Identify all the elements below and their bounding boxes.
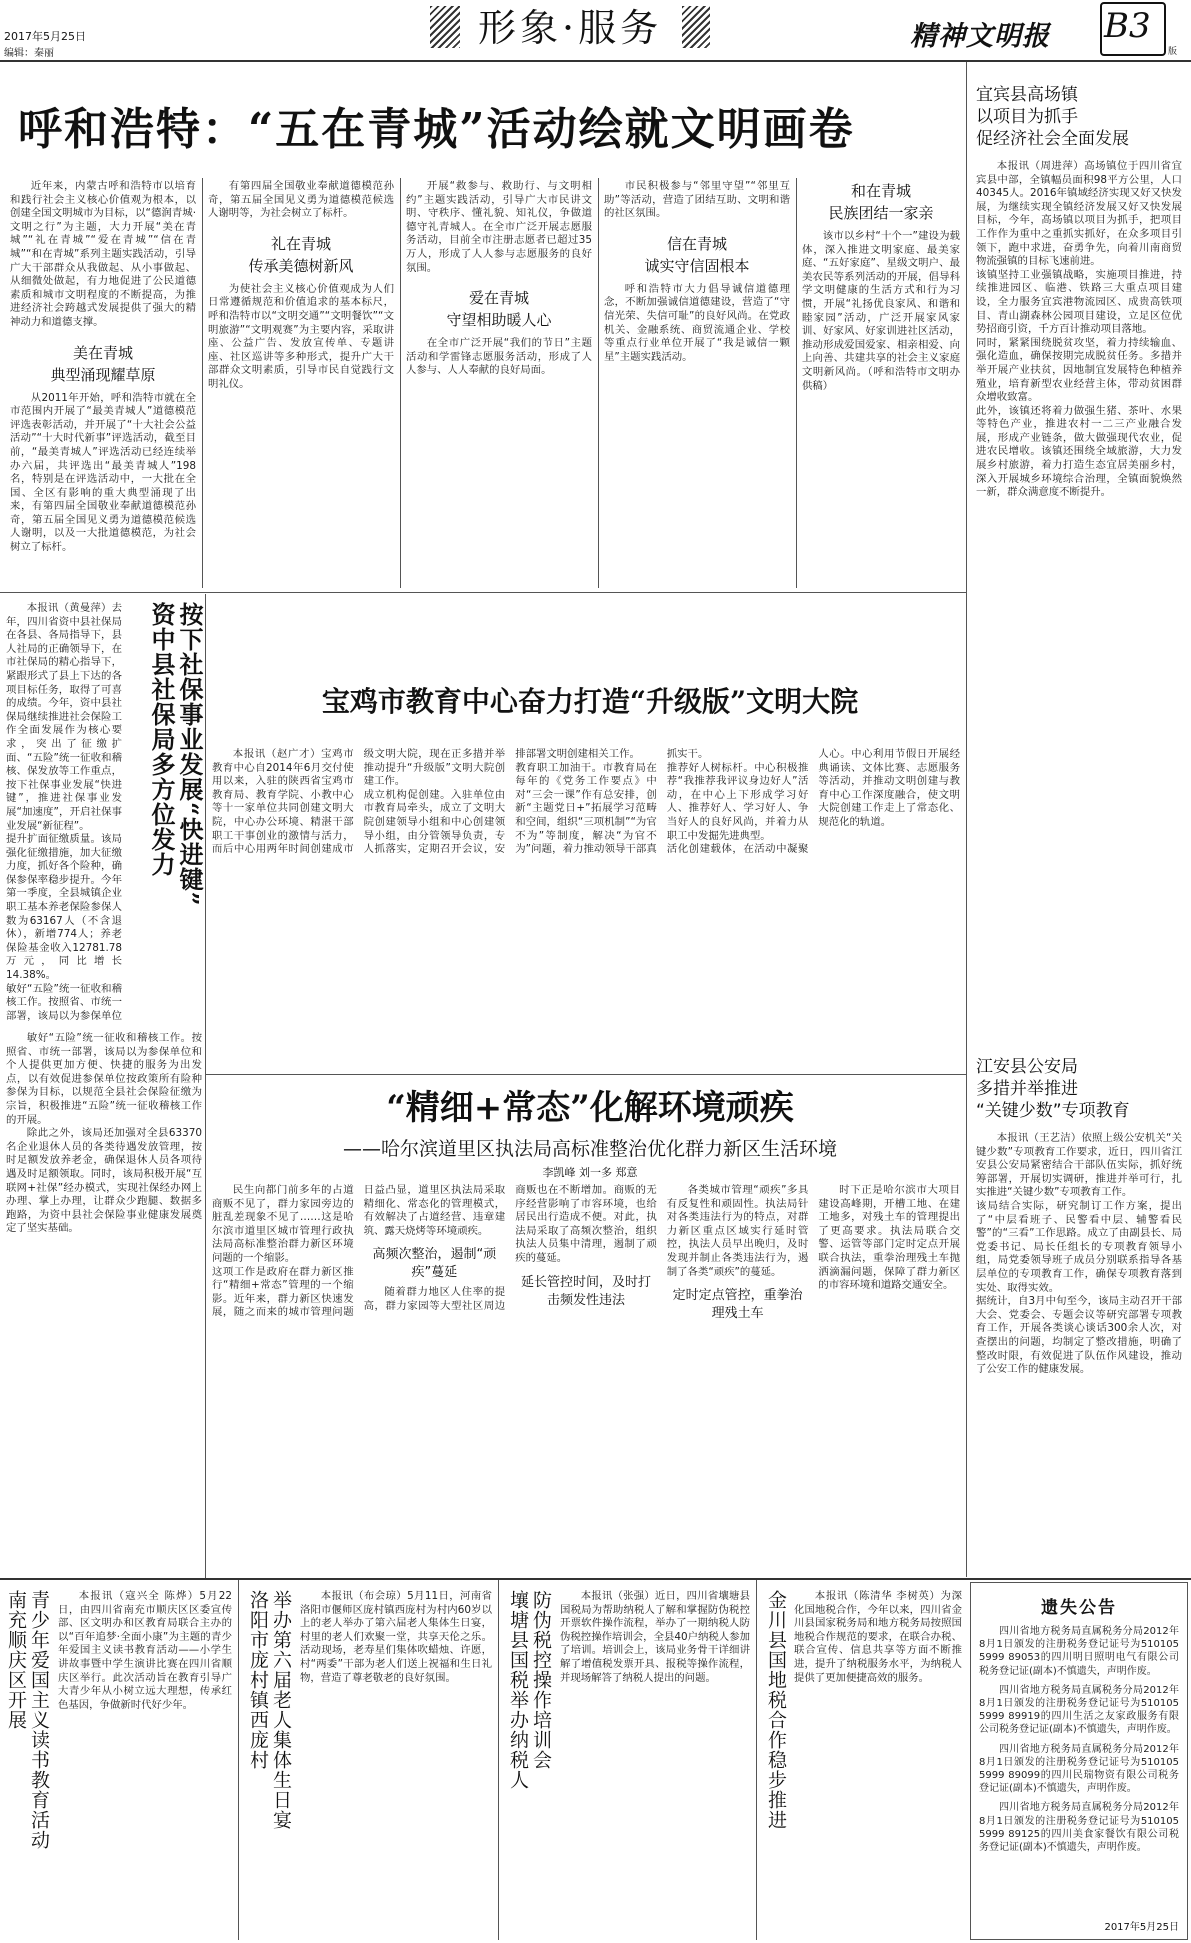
lead-section-body-2: 为使社会主义核心价值观成为人们日常遵循规范和价值追求的基本标尺，呼和浩特市以“文明交通”“文明餐饮”“文明旅游”“文明观赛”为主要内容，采取讲座、公益广告、发放宣传单、专题讲座、社区巡讲等多种形式，提升广大干部群众文明素质，引导市民自觉践行文明礼仪。 bbox=[208, 282, 394, 390]
bottom-story-1 bbox=[0, 1582, 236, 1938]
story-shebao-title: 按下社保事业发展“快进键” 资中县社保局多方位发力 bbox=[147, 602, 204, 907]
lead-section-title-5: 和在青城 民族团结一家亲 bbox=[828, 182, 934, 222]
lead-rule-4 bbox=[796, 178, 797, 588]
bottom-story-2-body: 本报讯（布会琼）5月11日，河南省洛阳市偃师区庞村镇西庞村为村内60岁以上的老人举办了第六届老人集体生日宴，村里的老人们欢聚一堂，共享天伦之乐。活动现场，老寿星们集体吹蜡烛、许愿，村“两委”干部为老人们送上祝福和生日礼物，营造了尊老敬老的良好氛围。 bbox=[300, 1590, 492, 1684]
lead-bottom-rule bbox=[0, 592, 966, 593]
page-suffix: 版 bbox=[1168, 47, 1178, 57]
haerbin-subsection-title-3: 定时定点管控，重拳治理残土车 bbox=[672, 1288, 803, 1322]
story-baoji-body-wrap bbox=[212, 748, 960, 1068]
story-shebao-body: 本报讯（黄曼萍）去年，四川省资中县社保局在各县、各局指导下，县人社局的正确领导下，在市社保局的精心指导下，紧跟形式了县上下达的各项目标任务，取得了可喜的成绩。今年，资中县社保局继续推进社会保险工作全面发展作为核心要求，突出了征缴扩面、“五险”统一征收和稽核、保发放等工作重点，按下社保事业发展“快进键”，推进社保事业发展“加速度”，开启社保事业发展“新征程”。 提升扩面征缴质量。该局强化征缴措施，加大征缴力度，抓好各个险种，确保参保率稳步提升。今年第一季度，全县城镇企业职工基本养老保险参保人数为63167人（不含退休），新增774人；养老保险基金收入12781.78万元，同比增长14.38%。 敏好“五险”统一征收和稽核工作。按照省、市统一部署，该局以为参保单位 bbox=[6, 602, 122, 1022]
haerbin-subsection-body-3: 时下正是哈尔滨市大项目建设高峰期，开槽工地、在建工地多，对残土车的管理提出了更高要求。执法局联合交警、运管等部门定时定点开展联合执法，重拳治理残土车抛洒滴漏问题，保障了群力新区的市容环境和道路交通安全。 bbox=[818, 1184, 960, 1292]
story-haerbin-subheadline: ——哈尔滨道里区执法局高标准整治优化群力新区生活环境 bbox=[342, 1138, 837, 1160]
haerbin-subsection-title-1: 高频次整治，遏制“顽疾”蔓延 bbox=[372, 1247, 497, 1281]
masthead bbox=[0, 0, 1191, 62]
notice-date: 2017年5月25日 bbox=[1104, 1922, 1179, 1933]
notice-box bbox=[970, 1582, 1188, 1940]
story-haerbin-columns bbox=[212, 1184, 960, 1572]
side-story-2-title: 江安县公安局 多措并举推进 “关键少数”专项教育 bbox=[976, 1057, 1130, 1121]
lead-col3-body: 在全市广泛开展“我们的节日”主题活动和学雷锋志愿服务活动，形成了人人参与、人人奉献的良好局面。 bbox=[406, 337, 592, 377]
bottom-story-4 bbox=[760, 1582, 966, 1938]
bottom-story-3 bbox=[502, 1582, 754, 1938]
lead-col-3 bbox=[406, 180, 592, 378]
issue-date: 2017年5月25日 bbox=[4, 30, 86, 43]
bottom-story-3-title: 防伪税控操作培训会 壤塘县国税举办纳税人 bbox=[507, 1590, 552, 1790]
side-story-2 bbox=[976, 1056, 1182, 1377]
notice-item: 四川省地方税务局直属税务分局2012年8月1日颁发的注册税务登记证号为510105 5999 89919的四川生活之友家政服务有限公司税务登记证(副本)不慎遗失，声明作废。 bbox=[979, 1684, 1179, 1736]
shebao-rule bbox=[205, 594, 206, 1579]
lead-headline: 呼和浩特：“五在青城”活动绘就文明画卷 bbox=[18, 104, 855, 155]
bottom-story-1-title: 青少年爱国主义读书教育活动 南充顺庆区开展 bbox=[5, 1590, 50, 1850]
story-haerbin-byline: 李凯峰 刘一多 郑意 bbox=[542, 1166, 638, 1179]
masthead-ornament bbox=[430, 6, 460, 48]
bottom-story-3-body: 本报讯（张强）近日，四川省壤塘县国税局为帮助纳税人了解和掌握防伪税控开票软件操作流程，举办了一期纳税人防伪税控操作培训会，全县40户纳税人参加了培训。培训会上，该局业务骨干详细讲解了增值税发票开具、报税等操作流程，并现场解答了纳税人提出的问题。 bbox=[560, 1590, 750, 1684]
story-baoji-body: 本报讯（赵广才）宝鸡市教育中心自2014年6月交付使用以来，入驻的陕西省宝鸡市教育局、教育学院、小教中心等十一家单位共同创建文明大院，中心办公环境、精湛干部职工干事创业的激情与活力，而后中心用两年时间创建成市级文明大院，现在正多措并举推动提升“升级版”文明大院创建工作。 成立机构促创建。入驻单位由市教育局牵头，成立了文明大院创建领导小组和中心创建领导小组，由分管领导负责，专人抓落实，定期召开会议，安排部署文明创建相关工作。 教育职工加油干。市教育局在每年的《党务工作要点》中对“三会一课”作有总安排，创新“主题党日+”拓展学习范畴和空间，组织“三项机制”“为官不为”等制度，解决“为官不为”问题，着力推动领导干部真抓实干。 推荐好人树标杆。中心积极推荐“我推荐我评议身边好人”活动，在中心上下形成学习好人、推荐好人、学习好人、争当好人的良好风尚，并着力从职工中发掘先进典型。 活化创建载体，在活动中凝聚人心。中心利用节假日开展经典诵读、文体比赛、志愿服务等活动，并推动文明创建与教育中心工作深度融合，使文明大院创建工作走上了常态化、规范化的轨道。 bbox=[212, 748, 960, 856]
lead-rule-1 bbox=[202, 178, 203, 588]
side-story-1 bbox=[976, 84, 1182, 500]
lead-section-title-2: 礼在青城 传承美德树新风 bbox=[248, 234, 354, 275]
lead-col4-lead: 市民积极参与“邻里守望”“邻里互助”等活动，营造了团结互助、文明和谐的社区氛围。 bbox=[604, 180, 790, 220]
bottom-rule-1 bbox=[238, 1580, 239, 1940]
story-baoji-headline: 宝鸡市教育中心奋力打造“升级版”文明大院 bbox=[321, 685, 859, 718]
lead-section-body-4: 呼和浩特市大力倡导诚信道德理念，不断加强诚信道德建设，营造了“守信光荣、失信可耻”的良好风尚。在党政机关、金融系统、商贸流通企业、学校等重点行业单位开展了“我是诚信一颗星”主题实践活动。 bbox=[604, 282, 790, 363]
notice-item: 四川省地方税务局直属税务分局2012年8月1日颁发的注册税务登记证号为510105 5999 89099的四川民瑞物资有限公司税务登记证(副本)不慎遗失，声明作废。 bbox=[979, 1743, 1179, 1795]
story-shebao bbox=[0, 596, 205, 1581]
paper-name: 精神文明报 bbox=[910, 21, 1050, 52]
notice-item: 四川省地方税务局直属税务分局2012年8月1日颁发的注册税务登记证号为510105 5999 89125的四川美食家餐饮有限公司税务登记证(副本)不慎遗失，声明作废。 bbox=[979, 1802, 1179, 1854]
story-haerbin-body: 民生向都门前多年的占道商贩不见了，群力家园旁边的脏乱差现象不见了……这是哈尔滨市道里区城市管理行政执法局高标准整治群力新区环境问题的一个缩影。 这项工作是政府在群力新区推行“精细+常态”管理的一个缩影。近年来，群力新区快速发展，随之而来的城市管理问题日益凸显，道里区执法局采取精细化、常态化的管理模式，有效解决了占道经营、违章建筑、露天烧烤等环境顽疾。 bbox=[212, 1184, 506, 1319]
lead-col-5 bbox=[802, 180, 960, 393]
section-title: 形象·服务 bbox=[478, 6, 663, 50]
story-haerbin-headline: “精细+常态”化解环境顽疾 bbox=[386, 1088, 794, 1128]
bottom-story-1-body: 本报讯（寇兴全 陈烨）5月22日，由四川省南充市顺庆区区委宣传部、区文明办和区教育局联合主办的以“百年追梦·全面小康”为主题的青少年爱国主义读书教育活动——小学生讲故事暨中学生演讲比赛在四川省顺庆区举行。此次活动旨在教育引导广大青少年从小树立远大理想，传承红色基因，争做新时代好少年。 bbox=[58, 1590, 232, 1711]
haerbin-subsection-body-1: 随着群力地区人住率的提高，群力家园等大型社区周边商贩也在不断增加。商贩的无序经营影响了市容环境，也给居民出行造成不便。对此，执法局采取了高频次整治，组织执法人员集中清理，遏制了顽疾的蔓延。 bbox=[363, 1184, 657, 1312]
baoji-bottom-rule bbox=[206, 1074, 966, 1075]
lead-section-title-4: 信在青城 诚实守信固根本 bbox=[644, 234, 750, 275]
bottom-story-2 bbox=[242, 1582, 496, 1938]
notice-title: 遗失公告 bbox=[1041, 1598, 1117, 1618]
bottom-story-4-title: 金川县国地税合作稳步推进 bbox=[765, 1590, 787, 1830]
lead-section-title-1: 美在青城 典型涌现耀草原 bbox=[50, 343, 156, 384]
bottom-story-4-body: 本报讯（陈清华 李树英）为深化国地税合作，今年以来，四川省金川县国家税务局和地方税务局按照国地税合作规范的要求，在联合办税、联合宣传、信息共享等方面不断推进，提升了纳税服务水平，为纳税人提供了更加便捷高效的服务。 bbox=[794, 1590, 962, 1684]
lead-col3-lead: 开展“救参与、救助行、与文明相约”主题实践活动，引导广大市民讲文明、守秩序、懂礼貌、知礼仪，争做道德守礼青城人。在全市广泛开展志愿服务活动，目前全市注册志愿者已超过35万人，形成了人人参与志愿服务的良好氛围。 bbox=[406, 180, 592, 274]
lead-intro: 近年来，内蒙古呼和浩特市以培育和践行社会主义核心价值观为根本，以创建全国文明城市为目标，以“德润青城·文明之行”为主题，大力开展“美在青城”“礼在青城”“爱在青城”“信在青城”“和在青城”系列主题实践活动，引导广大干部群众从我做起、从小事做起、从细微处做起，有力地促进了公民道德素质和城市文明程度的不断提高，为推进经济社会跨越式发展提供了强大的精神动力和道德支撑。 bbox=[10, 180, 196, 328]
page-number: B3 bbox=[1104, 6, 1151, 46]
side-story-2-body: 本报讯（王艺洁）依照上级公安机关“关键少数”专项教育工作要求，近日，四川省江安县公安局紧密结合干部队伍实际，抓好统筹部署，开展切实调研，推进并举可行，扎实推进“关键少数”专项教育工作。 该局结合实际，研究制订工作方案，提出了“中层看班子、民警看中层、辅警看民警”的“三看”工作思路。成立了由副县长、局党委书记、局长任组长的专项教育领导小组，局党委领导班子成员分别联系指导各基层单位的专项教育工作，确保专项教育落到实处、取得实效。 据统计，自3月中旬至今，该局主动召开干部大会、党委会、专题会议等研究部署专项教育工作，开展各类谈心谈话300余人次，对查摆出的问题，均制定了整改措施，明确了整改时限，有效促进了队伍作风建设，推动了公安工作的健康发展。 bbox=[976, 1132, 1182, 1376]
haerbin-subsection-body-2: 各类城市管理“顽疾”多具有反复性和顽固性。执法局针对各类违法行为的特点，对群力新区重点区域实行延时管控，执法人员早出晚归，及时发现并制止各类违法行为，遏制了各类“顽疾”的蔓延。 bbox=[666, 1184, 809, 1278]
masthead-rule bbox=[0, 60, 1191, 62]
bottom-story-2-title: 举办第六届老人集体生日宴 洛阳市庞村镇西庞村 bbox=[247, 1590, 292, 1830]
bottom-rule-2 bbox=[498, 1580, 499, 1940]
lead-col-2 bbox=[208, 180, 394, 392]
story-shebao-body-cont: 敏好“五险”统一征收和稽核工作。按照省、市统一部署，该局以为参保单位和个人提供更加方便、快捷的服务为出发点，以有效促进参保单位按政策所有险种参保为目标，以规范全县社会保险征缴为宗旨，积极推进“五险”统一征收稽核工作的开展。 除此之外，该局还加强对全县63370名企业退休人员的各类待遇发放管理，按时足额发放养老金，确保退休人员各项待遇及时足额领取。同时，该局积极开展“互联网+社保”经办模式，实现社保经办网上办理、掌上办理，让群众少跑腿、数据多跑路，为资中县社会保险事业健康发展奠定了坚实基础。 bbox=[6, 1032, 202, 1235]
lead-col-1 bbox=[10, 180, 196, 555]
bottom-rule-3 bbox=[756, 1580, 757, 1940]
editor-credit: 编辑：秦丽 bbox=[4, 48, 54, 59]
notice-items bbox=[979, 1625, 1179, 1860]
side-story-1-title: 宜宾县高场镇 以项目为抓手 促经济社会全面发展 bbox=[976, 85, 1129, 149]
lead-col2-lead: 有第四届全国敬业奉献道德模范孙奇，第五届全国见义勇为道德模范候选人谢明等，为社会树立了标杆。 bbox=[208, 180, 394, 220]
lead-col-4 bbox=[604, 180, 790, 364]
lead-section-body-5: 该市以乡村“十个一”建设为载体，深入推进文明家庭、最美家庭、“五好家庭”、星级文明户、最美农民等系列活动的开展，倡导科学文明健康的生活方式和行为习惯，开展“礼扬优良家风、和谐和睦家园”活动，广泛开展家风家训、好家风、好家训进社区活动，推动形成爱国爱家、相亲相爱、向上向善、共建共享的社会主义家庭文明新风尚。（呼和浩特市文明办供稿） bbox=[802, 230, 960, 392]
lead-rule-2 bbox=[400, 178, 401, 588]
haerbin-subsection-title-2: 延长管控时间，及时打击频发性违法 bbox=[520, 1274, 651, 1308]
lead-section-title-3: 爱在青城 守望相助暖人心 bbox=[446, 289, 552, 330]
right-column-rule bbox=[966, 62, 967, 1577]
side-story-1-body: 本报讯（周进萍）高场镇位于四川省宜宾县中部，全镇幅员面积98平方公里，人口40345人。2016年镇域经济实现又好又快发展，为继续实现全镇经济发展又好又快发展目标，今年，高场镇以项目为抓手，把项目工作作为重中之重抓实抓好，在众多项目引领下，跑中求进，奋勇争先，向着川南商贸物流强镇的目标飞速前进。 该镇坚持工业强镇战略，实施项目推进，持续推进园区、临港、铁路三大重点项目建设，全力服务宜宾港物流园区、成贵高铁项目、青山湖森林公园项目建设，立足区位优势招商引资，千方百计推动项目落地。 同时，紧紧围绕脱贫攻坚，着力持续输血、强化造血，确保按期完成脱贫任务。多措并举开展产业扶贫，因地制宜发展特色种植养殖业，培育新型农业经营主体，带动贫困群众增收致富。 此外，该镇还将着力做强生猪、茶叶、水果等特色产业，推进农村一二三产业融合发展，形成产业链条，做大做强现代农业，促进农民增收。该镇还围绕全域旅游，大力发展乡村旅游，着力打造生态宜居美丽乡村，深入开展城乡环境综合治理，全镇面貌焕然一新，群众满意度不断提升。 bbox=[976, 160, 1182, 499]
notice-item: 四川省地方税务局直属税务分局2012年8月1日颁发的注册税务登记证号为510105 5999 89053的四川明日照明电气有限公司税务登记证(副本)不慎遗失，声明作废。 bbox=[979, 1626, 1179, 1677]
lead-rule-3 bbox=[598, 178, 599, 588]
masthead-ornament-right bbox=[682, 6, 710, 48]
lead-section-body-1: 从2011年开始，呼和浩特市就在全市范围内开展了“最美青城人”道德模范评选表彰活动，并开展了“十大社会公益活动”“十大时代新事”评选活动，截至目前，“最美青城人”评选活动已经连续举办六届，共评选出“最美青城人”198名，特别是在评选活动中，一大批在全国、全区有影响的重大典型涌现了出来，有第四届全国敬业奉献道德模范孙奇，第五届全国见义勇为道德模范候选人谢明，以及一大批道德模范，为社会树立了标杆。 bbox=[10, 391, 196, 554]
bottom-section-rule bbox=[0, 1578, 1191, 1580]
